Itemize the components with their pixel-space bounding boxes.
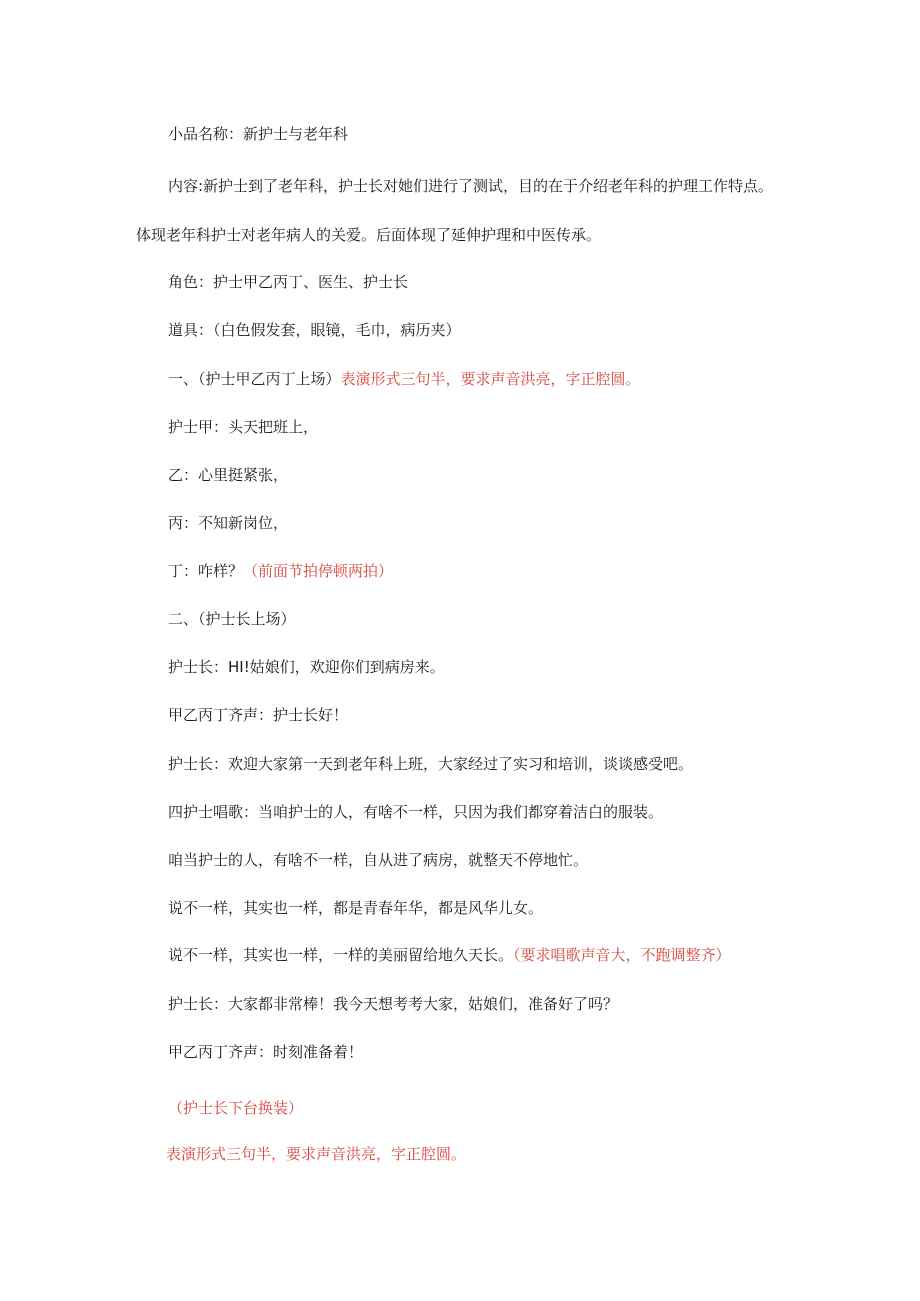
line-nurse-bing: 丙：不知新岗位， <box>168 514 289 532</box>
chorus-line-2: 甲乙丙丁齐声：时刻准备着！ <box>168 1043 364 1061</box>
roles-line: 角色：护士甲乙丙丁、医生、护士长 <box>168 273 409 291</box>
line-nurse-yi: 乙：心里挺紧张， <box>168 466 289 484</box>
chorus-line-1: 甲乙丙丁齐声：护士长好！ <box>168 706 349 724</box>
skit-title: 小品名称：新护士与老年科 <box>168 125 349 143</box>
head-nurse-line-3: 护士长：大家都非常棒！我今天想考考大家，姑娘们，准备好了吗？ <box>168 995 619 1013</box>
head-nurse-line-1: 护士长：HI!姑娘们，欢迎你们到病房来。 <box>168 658 445 676</box>
section-1-heading <box>168 369 641 389</box>
song-line-2: 咱当护士的人，有啥不一样，自从进了病房，就整天不停地忙。 <box>168 851 589 869</box>
song-line-1: 四护士唱歌：当咱护士的人，有啥不一样，只因为我们都穿着洁白的服装。 <box>168 803 664 821</box>
section-1-label: 一、（护士甲乙丙丁上场） <box>168 370 341 388</box>
content-line-1: 内容:新护士到了老年科，护士长对她们进行了测试，目的在于介绍老年科的护理工作特点。 <box>168 177 774 195</box>
line-nurse-ding-note: （前面节拍停顿两拍） <box>243 562 394 580</box>
line-nurse-ding: 丁：咋样？ <box>168 562 244 580</box>
song-line-4-note: （要求唱歌声音大，不跑调整齐） <box>513 946 731 964</box>
line-nurse-ding-row <box>168 561 393 581</box>
section-2-heading: 二、（护士长上场） <box>168 610 296 628</box>
section-1-note: 表演形式三句半，要求声音洪亮，字正腔圆。 <box>340 370 641 388</box>
content-line-2: 体现老年科护士对老年病人的关爱。后面体现了延伸护理和中医传承。 <box>136 226 602 244</box>
stage-direction: （护士长下台换装） <box>168 1099 304 1117</box>
props-line: 道具：（白色假发套，眼镜，毛巾，病历夹） <box>168 321 461 339</box>
song-line-3: 说不一样，其实也一样，都是青春年华，都是风华儿女。 <box>168 899 544 917</box>
head-nurse-line-2: 护士长：欢迎大家第一天到老年科上班，大家经过了实习和培训，谈谈感受吧。 <box>168 755 694 773</box>
performance-note: 表演形式三句半，要求声音洪亮，字正腔圆。 <box>166 1145 467 1163</box>
song-line-4: 说不一样，其实也一样，一样的美丽留给地久天长。 <box>168 946 514 964</box>
line-nurse-jia: 护士甲：头天把班上， <box>168 418 319 436</box>
song-line-4-row <box>168 945 731 965</box>
